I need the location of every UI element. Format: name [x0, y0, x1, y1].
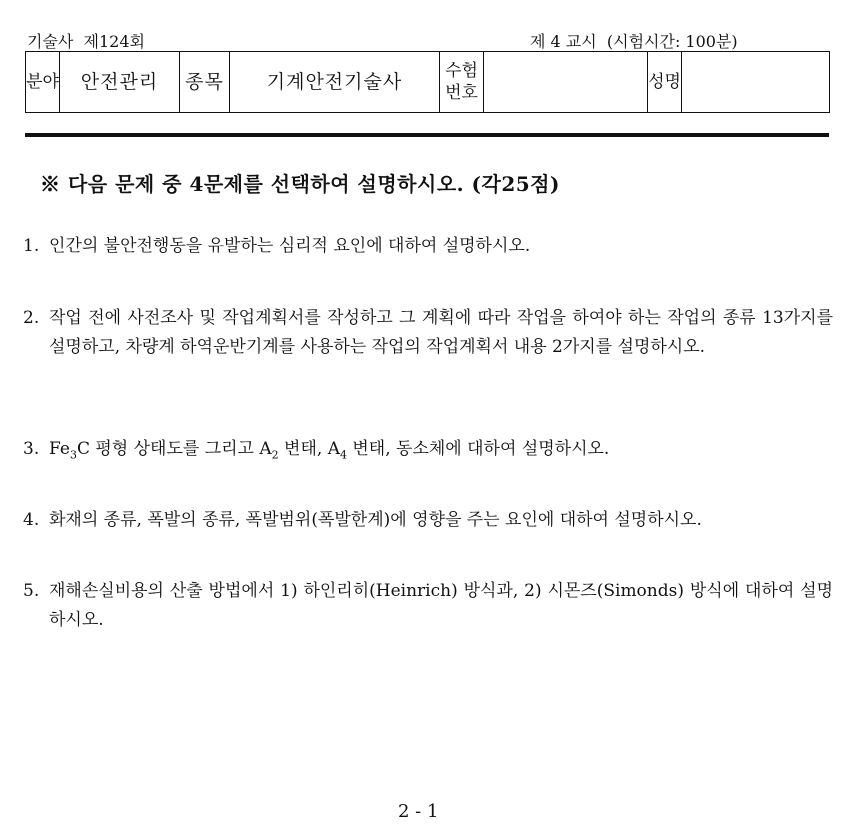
- category-value: 기계안전기술사: [230, 52, 440, 113]
- question-number: 5.: [23, 581, 40, 601]
- question-3: [23, 435, 833, 469]
- exam-number-field[interactable]: [484, 52, 648, 113]
- field-value: 안전관리: [60, 52, 180, 113]
- header-divider: [25, 133, 829, 137]
- question-number: 3.: [23, 439, 40, 459]
- exam-info-table: [25, 51, 830, 113]
- question-text: $Fe_3C$ 평형 상태도를 그리고 $A_2$ 변태, $A_4$ 변태, 동소체에 대하여 설명하시오.: [49, 439, 610, 462]
- page-number: 2 - 1: [398, 801, 439, 822]
- exam-number-label: 수험번호: [440, 52, 484, 113]
- question-1: [23, 232, 833, 261]
- question-text: 작업 전에 사전조사 및 작업계획서를 작성하고 그 계획에 따라 작업을 하여야 하는 작업의 종류 13가지를 설명하고, 차량계 하역운반기계를 사용하는 작업의 작업계획서 내용 2가지를 설명하시오.: [49, 308, 833, 357]
- question-number: 1.: [23, 236, 40, 256]
- question-text: 인간의 불안전행동을 유발하는 심리적 요인에 대하여 설명하시오.: [49, 236, 531, 256]
- question-2: [23, 304, 833, 362]
- name-label: 성명: [648, 52, 682, 113]
- name-field[interactable]: [682, 52, 830, 113]
- exam-title: 기술사 제124회: [27, 32, 145, 51]
- question-number: 4.: [23, 510, 40, 530]
- question-text: 화재의 종류, 폭발의 종류, 폭발범위(폭발한계)에 영향을 주는 요인에 대하여 설명하시오.: [49, 510, 702, 530]
- session-info: 제 4 교시 (시험시간: 100분): [530, 32, 738, 51]
- field-label: 분야: [26, 52, 60, 113]
- category-label: 종목: [180, 52, 230, 113]
- question-4: [23, 506, 833, 535]
- question-text: 재해손실비용의 산출 방법에서 1) 하인리히(Heinrich) 방식과, 2) 시몬즈(Simonds) 방식에 대하여 설명하시오.: [49, 581, 833, 630]
- question-number: 2.: [23, 308, 40, 328]
- instruction: ※ 다음 문제 중 4문제를 선택하여 설명하시오. (각25점): [40, 172, 560, 196]
- question-5: [23, 577, 833, 635]
